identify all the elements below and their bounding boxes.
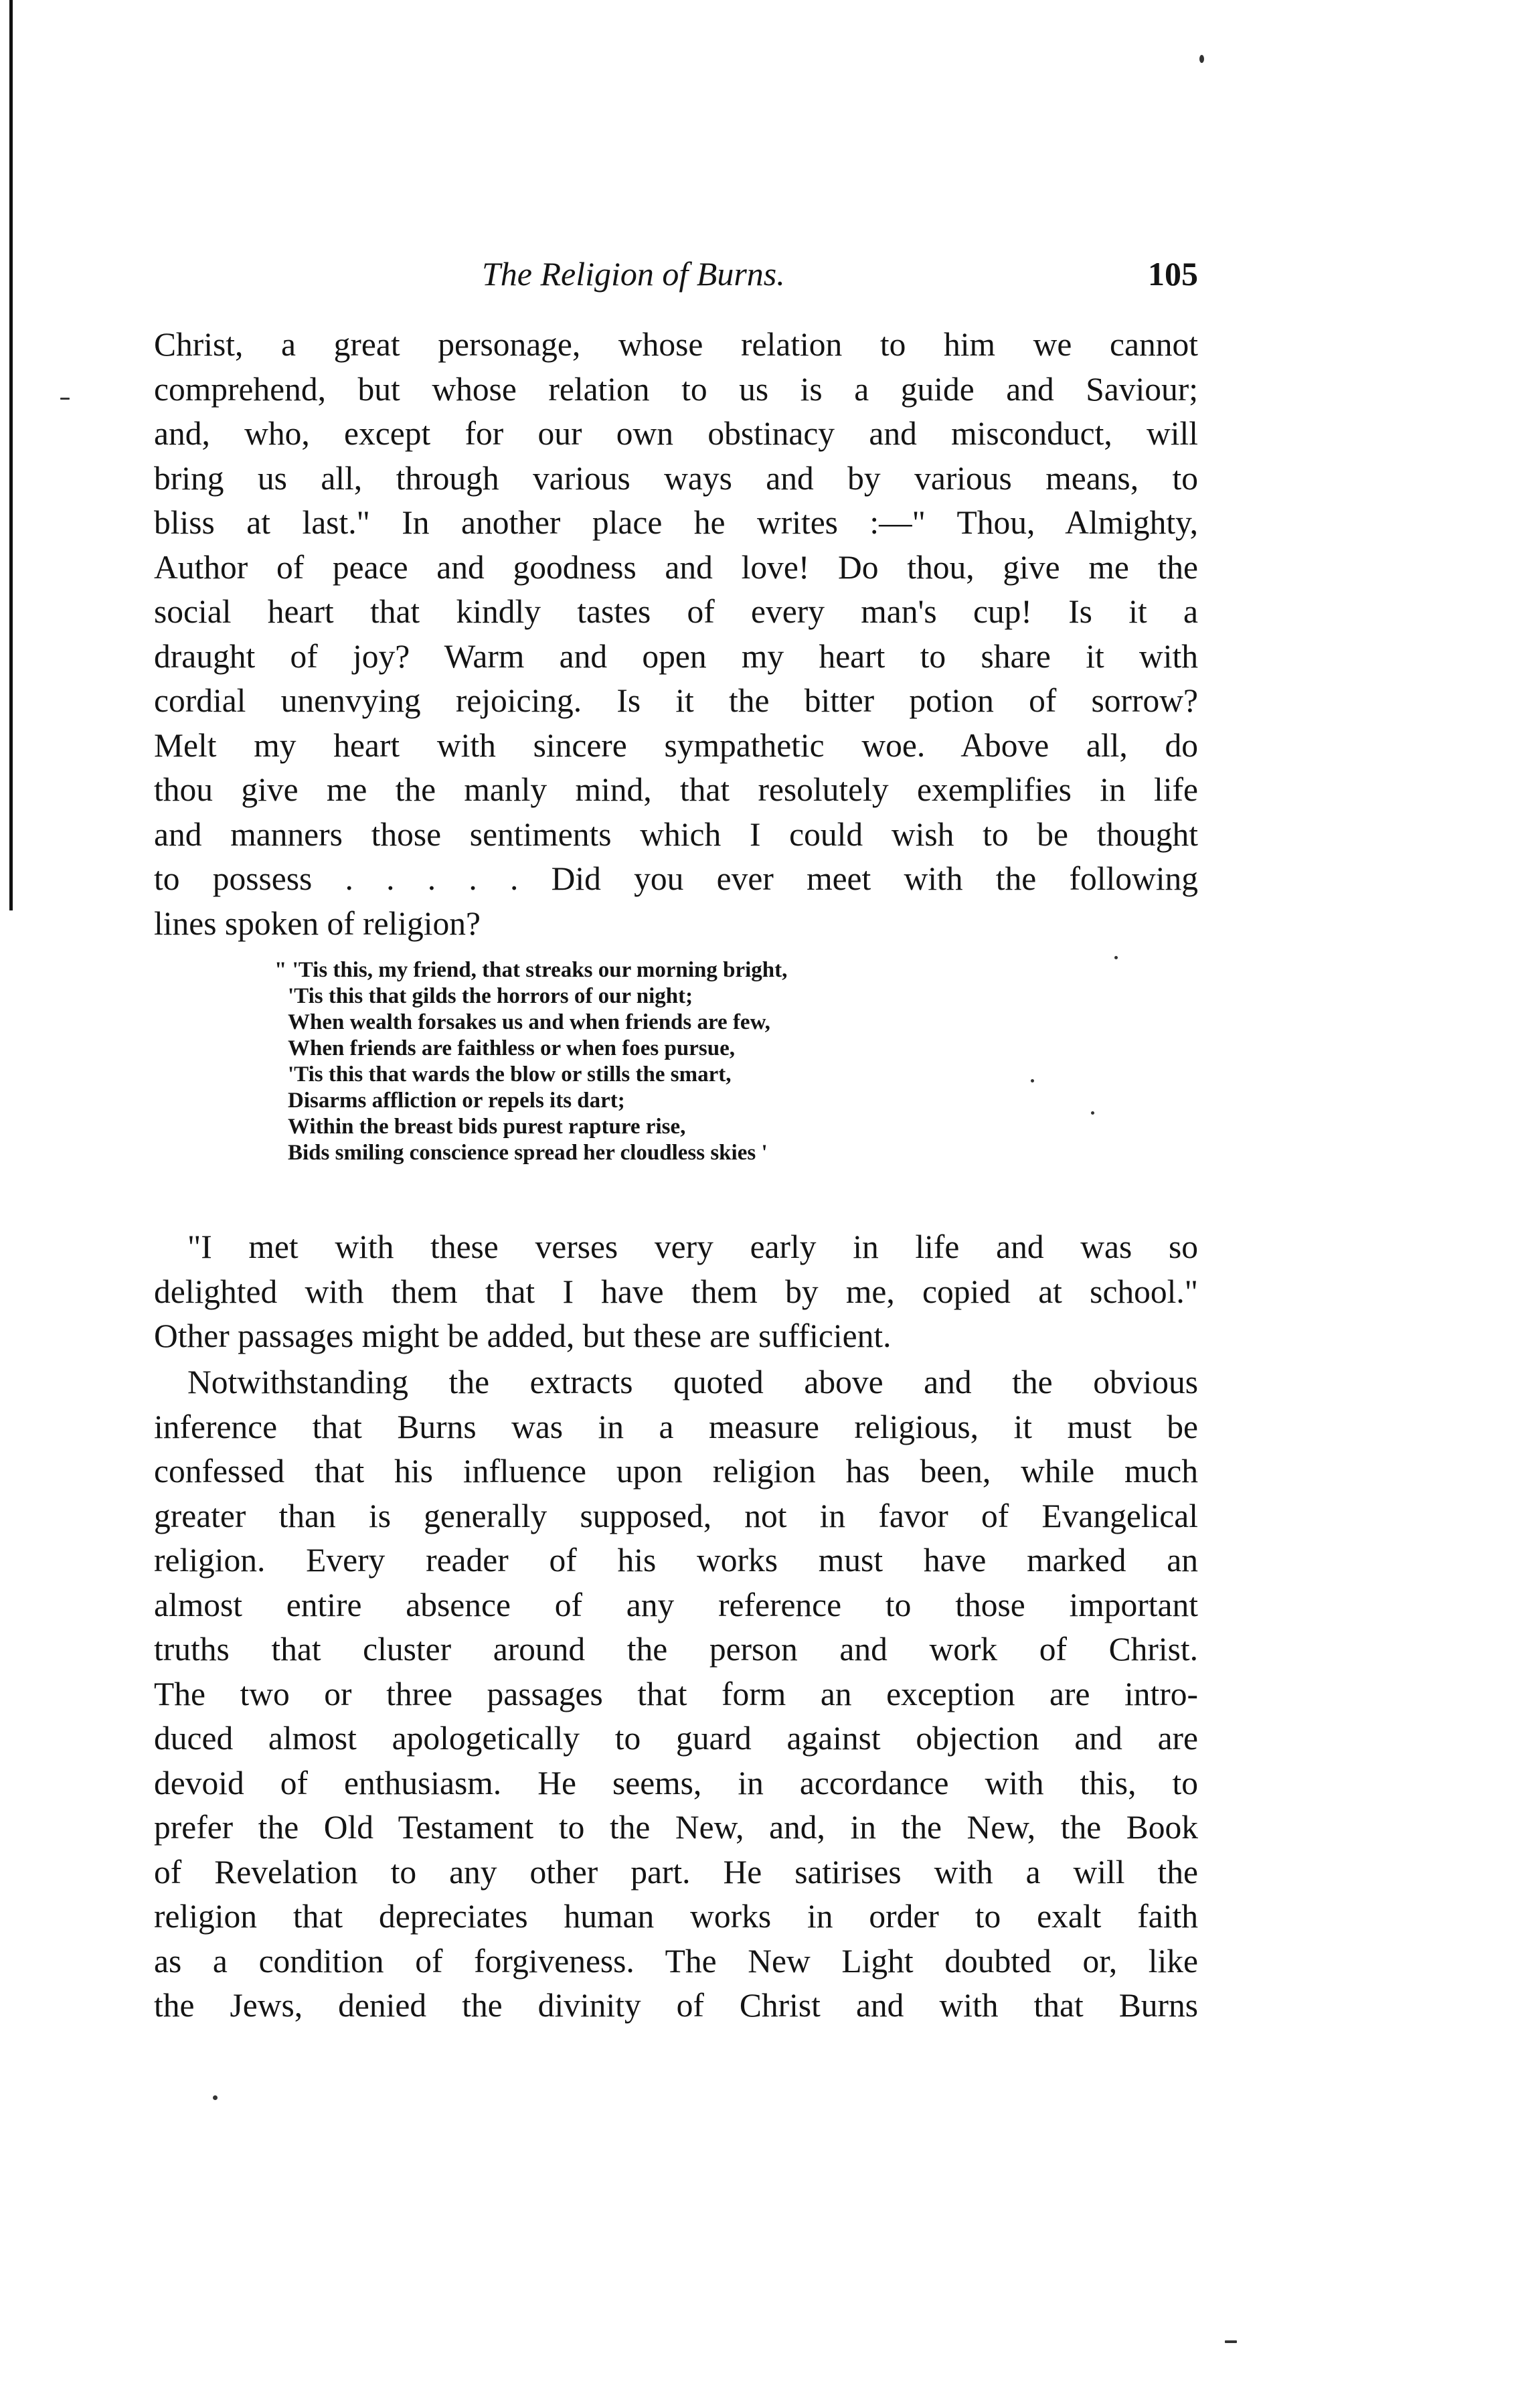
verse-line: Disarms affliction or repels its dart;	[288, 1089, 625, 1113]
text-line: Notwithstanding the extracts quoted above and the obvious	[187, 1364, 1198, 1400]
text-line: greater than is generally supposed, not in favor of Evangelical	[154, 1497, 1198, 1534]
text-line: Other passages might be added, but these are sufficient.	[154, 1317, 892, 1354]
page-number: 105	[1148, 255, 1198, 293]
text-line: lines spoken of religion?	[154, 904, 481, 942]
scan-speck	[60, 398, 70, 400]
verse-line: When friends are faithless or when foes pursue,	[288, 1036, 735, 1060]
text-line: comprehend, but whose relation to us is a guide and Saviour;	[154, 370, 1198, 408]
verse-line: Bids smiling conscience spread her cloudless skies '	[288, 1141, 768, 1165]
paragraph-2	[154, 1225, 1198, 1359]
text-line: devoid of enthusiasm. He seems, in accordance with this, to	[154, 1764, 1198, 1801]
text-line: the Jews, denied the divinity of Christ and with that Burns	[154, 1987, 1198, 2024]
text-line: truths that cluster around the person and work of Christ.	[154, 1631, 1198, 1668]
text-line: Christ, a great personage, whose relation to him we cannot	[154, 326, 1198, 363]
text-line: religion that depreciates human works in order to exalt faith	[154, 1898, 1198, 1935]
text-line: religion. Every reader of his works must have marked an	[154, 1542, 1198, 1579]
verse-line: 'Tis this that wards the blow or stills the smart,	[288, 1062, 732, 1087]
scan-speck	[1114, 956, 1118, 959]
text-line: thou give me the manly mind, that resolutely exemplifies in life	[154, 771, 1198, 808]
text-line: "I met with these verses very early in life and was so	[187, 1228, 1198, 1265]
verse-line: When wealth forsakes us and when friends are few,	[288, 1010, 770, 1034]
scan-speck	[213, 2095, 218, 2100]
scan-speck	[1091, 1111, 1094, 1115]
text-line: of Revelation to any other part. He satirises with a will the	[154, 1853, 1198, 1891]
text-line: bliss at last." In another place he writes :—" Thou, Almighty,	[154, 504, 1198, 541]
paragraph-3	[154, 1360, 1198, 2028]
text-line: bring us all, through various ways and by various means, to	[154, 459, 1198, 497]
text-line: to possess . . . . . Did you ever meet with the following	[154, 860, 1198, 897]
running-title: The Religion of Burns.	[482, 255, 785, 293]
scan-edge-line	[9, 0, 13, 910]
running-header	[154, 250, 1198, 297]
text-line: duced almost apologetically to guard against objection and are	[154, 1720, 1198, 1757]
scan-speck	[1225, 2340, 1237, 2343]
verse-line: Within the breast bids purest rapture rise,	[288, 1115, 686, 1139]
text-line: cordial unenvying rejoicing. Is it the bitter potion of sorrow?	[154, 682, 1198, 719]
text-line: prefer the Old Testament to the New, and, in the New, the Book	[154, 1809, 1198, 1846]
verse-line: 'Tis this that gilds the horrors of our night;	[288, 984, 693, 1008]
text-line: and manners those sentiments which I could wish to be thought	[154, 815, 1198, 853]
text-line: Melt my heart with sincere sympathetic woe. Above all, do	[154, 726, 1198, 764]
text-line: as a condition of forgiveness. The New Light doubted or, like	[154, 1942, 1198, 1980]
text-line: social heart that kindly tastes of every man's cup! Is it a	[154, 593, 1198, 630]
text-line: inference that Burns was in a measure religious, it must be	[154, 1408, 1198, 1445]
text-line: draught of joy? Warm and open my heart to share it with	[154, 637, 1198, 675]
scan-speck	[1199, 55, 1204, 63]
text-line: confessed that his influence upon religion has been, while much	[154, 1453, 1198, 1490]
verse-line: " 'Tis this, my friend, that streaks our morning bright,	[274, 958, 788, 982]
text-line: The two or three passages that form an exception are intro-	[154, 1675, 1198, 1712]
paragraph-1	[154, 323, 1198, 946]
quoted-verse	[274, 957, 1091, 1166]
text-line: almost entire absence of any reference to those important	[154, 1586, 1198, 1623]
text-line: and, who, except for our own obstinacy and misconduct, will	[154, 415, 1198, 452]
text-line: Author of peace and goodness and love! Do thou, give me the	[154, 548, 1198, 586]
text-line: delighted with them that I have them by me, copied at school."	[154, 1273, 1198, 1310]
